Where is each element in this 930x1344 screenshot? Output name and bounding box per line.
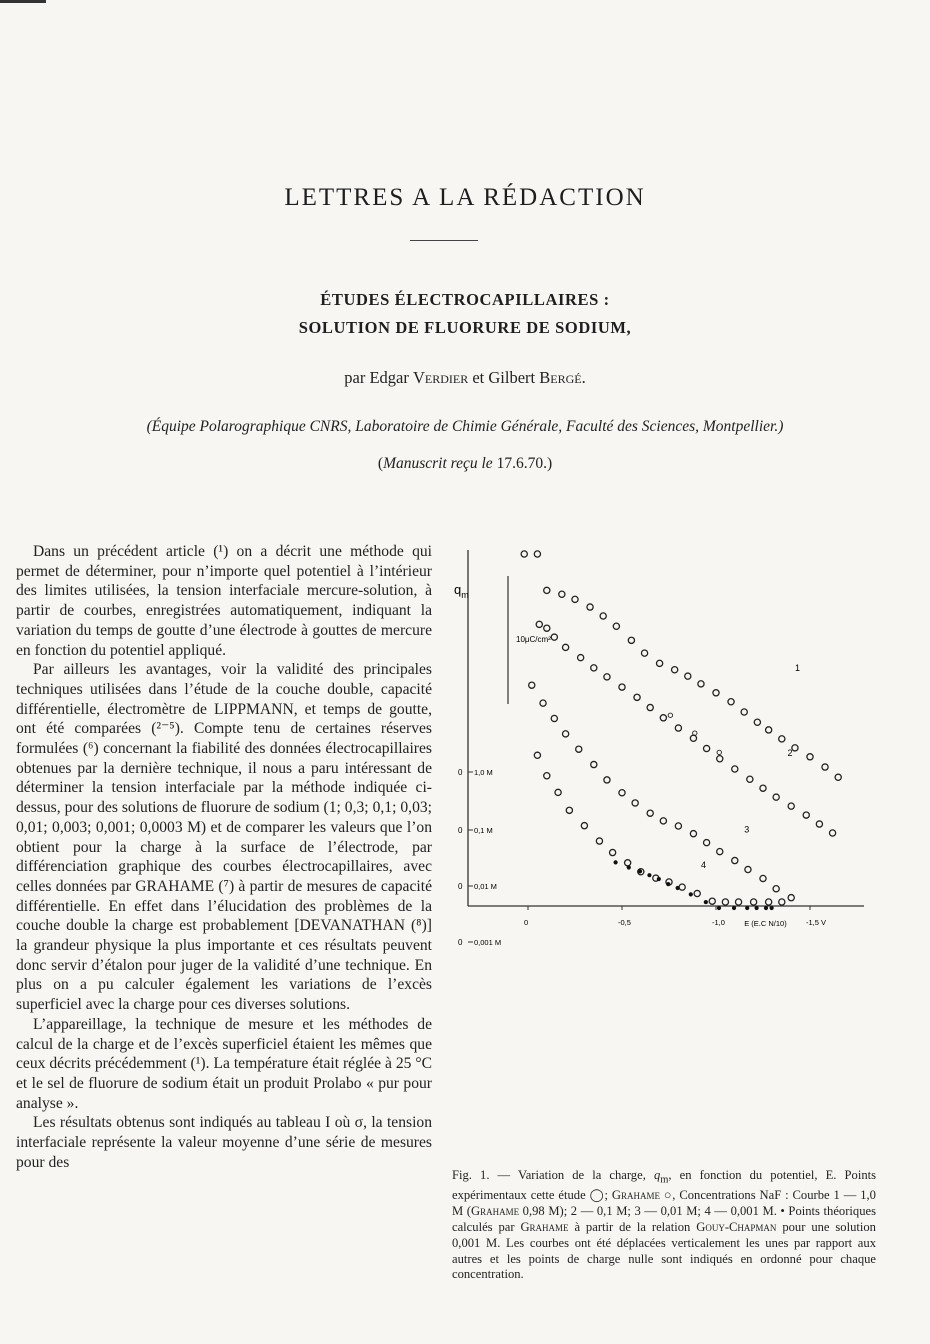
caption-text-4: ○, Concentrations NaF : Courbe 1 — 1,0 M ( bbox=[452, 1188, 876, 1219]
received-open: ( bbox=[377, 455, 384, 472]
authors-prefix: par Edgar bbox=[344, 368, 413, 387]
article-title-line2: SOLUTION DE FLUORURE DE SODIUM, bbox=[298, 318, 632, 337]
data-point bbox=[760, 785, 766, 791]
data-point bbox=[572, 596, 578, 602]
figure-caption bbox=[452, 1168, 876, 1283]
data-point bbox=[766, 899, 772, 905]
data-point bbox=[536, 621, 542, 627]
data-point bbox=[760, 875, 766, 881]
data-point bbox=[788, 803, 794, 809]
data-point bbox=[634, 694, 640, 700]
data-point bbox=[576, 746, 582, 752]
data-point bbox=[829, 830, 835, 836]
data-point bbox=[600, 613, 606, 619]
data-point bbox=[647, 704, 653, 710]
grahame-point bbox=[717, 750, 721, 754]
data-point bbox=[619, 684, 625, 690]
corner-mark bbox=[0, 0, 46, 3]
data-point bbox=[619, 790, 625, 796]
data-point bbox=[529, 682, 535, 688]
data-point bbox=[559, 591, 565, 597]
data-point bbox=[632, 800, 638, 806]
data-point bbox=[625, 860, 631, 866]
figure-1 bbox=[452, 540, 876, 1028]
data-point bbox=[675, 823, 681, 829]
theory-point bbox=[614, 860, 618, 864]
data-point bbox=[675, 725, 681, 731]
data-point bbox=[698, 681, 704, 687]
data-point bbox=[709, 898, 715, 904]
data-point bbox=[591, 761, 597, 767]
data-point bbox=[591, 665, 597, 671]
data-point bbox=[544, 773, 550, 779]
theory-point bbox=[647, 873, 651, 877]
caption-text-2: , en fonction du potentiel, E. Points expérimentaux cette étude bbox=[452, 1168, 877, 1203]
data-point bbox=[792, 745, 798, 751]
x-tick-label: 0 bbox=[524, 918, 529, 927]
data-point bbox=[722, 899, 728, 905]
theory-point bbox=[666, 882, 670, 886]
grahame-point bbox=[668, 713, 672, 717]
data-point bbox=[672, 667, 678, 673]
author2-surname: Bergé bbox=[539, 368, 582, 387]
curve-label: 4 bbox=[700, 859, 706, 870]
curve-label: 1 bbox=[794, 663, 800, 674]
theory-point bbox=[745, 906, 749, 910]
theory-point bbox=[717, 906, 721, 910]
theory-point bbox=[676, 886, 680, 890]
concentration-label: 0,001 M bbox=[474, 938, 502, 947]
data-point bbox=[835, 774, 841, 780]
caption-fig-label: Fig. 1. bbox=[452, 1168, 490, 1182]
curve-labels bbox=[701, 663, 800, 870]
caption-grahame-1: Grahame bbox=[611, 1188, 660, 1203]
data-point bbox=[641, 650, 647, 656]
data-point bbox=[551, 634, 557, 640]
data-point bbox=[751, 899, 757, 905]
caption-gouy-chapman: Gouy-Chapman bbox=[696, 1219, 777, 1234]
scale-bar-label: 10μC/cm² bbox=[516, 635, 551, 644]
author1-surname: Verdier bbox=[412, 368, 469, 387]
zero-label: 0 bbox=[458, 826, 463, 835]
data-point bbox=[773, 886, 779, 892]
data-point bbox=[766, 727, 772, 733]
data-point bbox=[581, 823, 587, 829]
data-point bbox=[704, 840, 710, 846]
data-point bbox=[555, 789, 561, 795]
data-point bbox=[563, 731, 569, 737]
received-close: ) bbox=[546, 455, 553, 472]
data-point bbox=[773, 794, 779, 800]
title-rule bbox=[410, 240, 478, 241]
data-point bbox=[717, 849, 723, 855]
body-text bbox=[16, 542, 432, 1322]
data-point bbox=[779, 736, 785, 742]
caption-text-5: 0,98 M); 2 — 0,1 M; 3 — 0,01 M; 4 — 0,001 M. • Points théoriques calculés par bbox=[452, 1204, 876, 1234]
y-axis-label: $q_m$ bbox=[454, 582, 469, 600]
data-point bbox=[717, 756, 723, 762]
data-point bbox=[544, 625, 550, 631]
zero-label: 0 bbox=[458, 938, 463, 947]
data-point bbox=[563, 644, 569, 650]
caption-qm-sub: m bbox=[660, 1174, 669, 1186]
caption-text-3: ; bbox=[604, 1188, 612, 1203]
x-tick-label: -0,5 bbox=[618, 918, 631, 927]
zero-label: 0 bbox=[458, 768, 463, 777]
data-point bbox=[713, 690, 719, 696]
x-tick-label: -1,5 V bbox=[806, 918, 827, 927]
authors-middle: et Gilbert bbox=[468, 368, 540, 387]
data-point bbox=[587, 604, 593, 610]
caption-text-1: — Variation de la charge, bbox=[489, 1168, 654, 1182]
data-point bbox=[660, 818, 666, 824]
grahame-point bbox=[693, 731, 697, 735]
data-point bbox=[728, 699, 734, 705]
body-paragraph-1: Dans un précédent article (¹) on a décrit une méthode qui permet de déterminer, pour n’importe quel potentiel à l’intérieur des limites utilisées, la tension interfaciale mercure-solution, à partir de courbes, enregistrées automatiquement, indiquant la variation du temps de goutte d’une électrode à gouttes de mercure en fonction du potentiel appliqué. bbox=[16, 543, 432, 659]
x-tick-label: -1,0 bbox=[712, 918, 725, 927]
concentration-label: 0,01 M bbox=[474, 882, 497, 891]
data-point bbox=[566, 807, 572, 813]
data-point bbox=[694, 890, 700, 896]
caption-grahame-3: Grahame bbox=[520, 1219, 569, 1234]
data-point bbox=[610, 849, 616, 855]
data-point bbox=[596, 838, 602, 844]
caption-text-7: pour une solution 0,001 M. Les courbes ont été déplacées verticalement les unes par rapport aux autres et les points de charge nulle sont indiqués en ordonné pour chaque concentration. bbox=[452, 1219, 876, 1282]
caption-grahame-2: Grahame bbox=[470, 1204, 520, 1219]
data-point bbox=[788, 895, 794, 901]
big-circle-icon: ◯ bbox=[589, 1188, 605, 1203]
data-point bbox=[534, 752, 540, 758]
x-axis-label: E (E.C N/10) bbox=[744, 919, 787, 928]
data-point bbox=[679, 884, 685, 890]
data-point bbox=[628, 637, 634, 643]
data-point bbox=[704, 745, 710, 751]
data-point bbox=[779, 899, 785, 905]
data-point bbox=[822, 764, 828, 770]
data-point bbox=[534, 551, 540, 557]
caption-qm: q bbox=[653, 1168, 661, 1182]
authors bbox=[0, 368, 930, 388]
authors-suffix: . bbox=[581, 368, 586, 387]
data-point bbox=[613, 623, 619, 629]
received-date: 17.6.70. bbox=[496, 455, 547, 472]
data-point bbox=[690, 831, 696, 837]
theory-point bbox=[627, 865, 631, 869]
theory-point bbox=[770, 906, 774, 910]
zero-label: 0 bbox=[458, 882, 463, 891]
curve-label: 2 bbox=[787, 748, 793, 759]
article-title-line1: ÉTUDES ÉLECTROCAPILLAIRES : bbox=[320, 290, 610, 309]
received-label: Manuscrit reçu le bbox=[383, 455, 493, 472]
data-point bbox=[816, 821, 822, 827]
data-point bbox=[604, 674, 610, 680]
data-point bbox=[521, 551, 527, 557]
theory-point bbox=[657, 877, 661, 881]
theory-point bbox=[732, 906, 736, 910]
theory-point bbox=[638, 869, 642, 873]
data-point bbox=[690, 735, 696, 741]
data-point bbox=[745, 866, 751, 872]
data-point bbox=[657, 660, 663, 666]
data-points bbox=[521, 551, 841, 910]
data-point bbox=[647, 810, 653, 816]
theory-point bbox=[689, 892, 693, 896]
data-point bbox=[551, 715, 557, 721]
data-point bbox=[578, 655, 584, 661]
data-point bbox=[741, 709, 747, 715]
data-point bbox=[754, 719, 760, 725]
zero-charge-markers bbox=[458, 768, 501, 947]
body-paragraph-4: Les résultats obtenus sont indiqués au tableau I où σ, la tension interfaciale représente la valeur moyenne d’une série de mesures pour des bbox=[16, 1114, 432, 1171]
data-point bbox=[685, 673, 691, 679]
theory-point bbox=[764, 906, 768, 910]
data-point bbox=[660, 715, 666, 721]
data-point bbox=[604, 777, 610, 783]
caption-text-6: à partir de la relation bbox=[568, 1219, 697, 1234]
data-point bbox=[747, 776, 753, 782]
affiliation: (Équipe Polarographique CNRS, Laboratoire de Chimie Générale, Faculté des Sciences, Montpellier.) bbox=[146, 418, 784, 435]
theory-point bbox=[704, 900, 708, 904]
data-point bbox=[732, 857, 738, 863]
data-point bbox=[540, 700, 546, 706]
theory-point bbox=[755, 906, 759, 910]
concentration-label: 1,0 M bbox=[474, 768, 493, 777]
data-point bbox=[544, 587, 550, 593]
data-point bbox=[803, 812, 809, 818]
data-point bbox=[807, 754, 813, 760]
body-paragraph-3: L’appareillage, la technique de mesure et les méthodes de calcul de la charge et de l’excès superficiel étaient les mêmes que ceux décrits précédemment (¹). La température était réglée à 25 °C et le sel de fluorure de sodium était un produit Prolabo « pur pour analyse ». bbox=[16, 1015, 432, 1112]
concentration-label: 0,1 M bbox=[474, 826, 493, 835]
figure-plot bbox=[452, 540, 876, 1028]
received-line bbox=[0, 455, 930, 473]
section-title: LETTRES A LA RÉDACTION bbox=[284, 184, 646, 211]
curve-label: 3 bbox=[744, 824, 750, 835]
data-point bbox=[732, 766, 738, 772]
data-point bbox=[735, 899, 741, 905]
scale-bar bbox=[508, 576, 551, 704]
body-paragraph-2: Par ailleurs les avantages, voir la validité des principales techniques utilisées dans l’étude de la couche double, capacité différentielle, électromètre de LIPPMANN, et temps de goutte, ont été comparées (²⁻⁵). Compte tenu de certaines réserves formulées (⁶) concernant la fiabilité des données électrocapillaires obtenues par la dernière technique, il nous a paru intéressant de déterminer la tension interfaciale par la méthode indiquée ci-dessus, pour des solutions de fluorure de sodium (1; 0,3; 0,1; 0,03; 0,01; 0,003; 0,001; 0,0003 M) et de comparer les valeurs que l’on obtient pour la charge à la surface de l’électrode, par différenciation graphique des courbes électrocapillaires, avec celles données par GRAHAME (⁷) à partir de mesures de capacité différentielle. En effet dans l’élucidation des problèmes de la couche double la charge est probablement [DEVANATHAN (⁸)] la grandeur physique la plus importante et ces résultats peuvent donc servir d’étalon pour juger de la validité d’une technique. En plus on a pu calculer également les variations de l’excès superficiel avec la charge pour ces diverses solutions. bbox=[16, 661, 432, 1014]
